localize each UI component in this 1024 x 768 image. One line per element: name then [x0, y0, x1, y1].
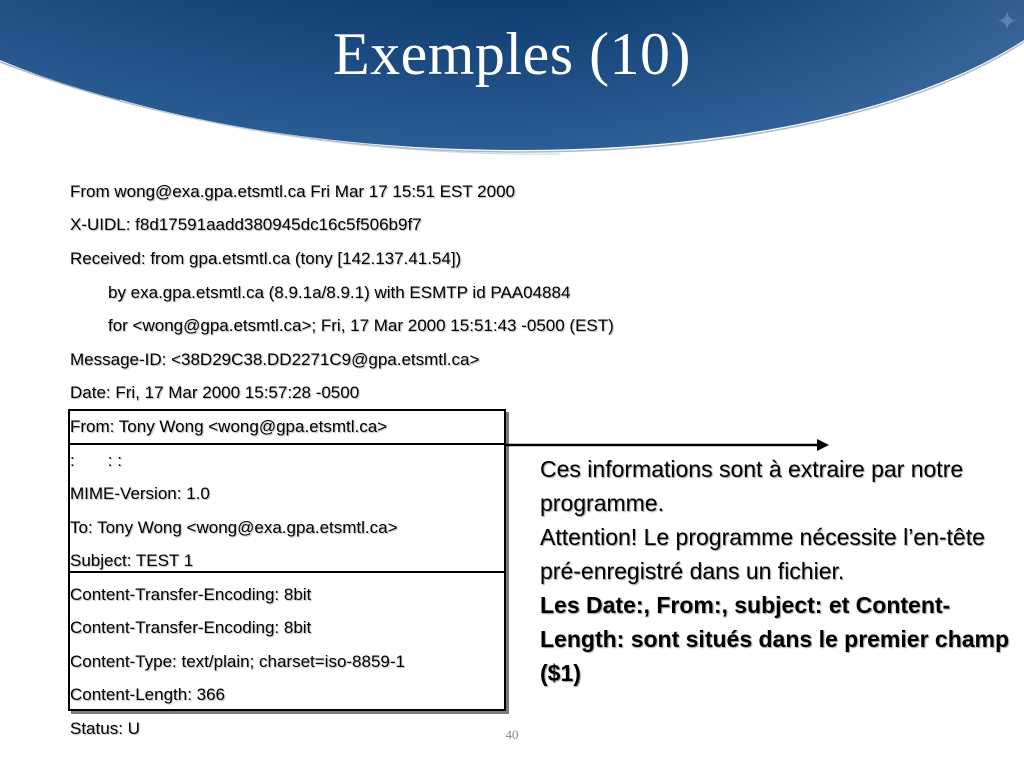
- email-line: From: Tony Wong <wong@gpa.etsmtl.ca>: [70, 417, 388, 436]
- highlight-divider: [68, 571, 504, 573]
- star-icon: ✦: [996, 6, 1018, 36]
- email-line: To: Tony Wong <wong@exa.gpa.etsmtl.ca>: [70, 518, 398, 537]
- email-line: by exa.gpa.etsmtl.ca (8.9.1a/8.9.1) with ESMTP id PAA04884: [108, 283, 571, 302]
- email-line: Message-ID: <38D29C38.DD2271C9@gpa.etsmtl.ca>: [70, 350, 480, 369]
- page-number: 40: [505, 727, 519, 742]
- email-line: Content-Transfer-Encoding: 8bit: [70, 585, 312, 604]
- email-line: Date: Fri, 17 Mar 2000 15:57:28 -0500: [70, 383, 360, 402]
- email-line: Content-Type: text/plain; charset=iso-8859-1: [70, 652, 405, 671]
- highlight-box: [68, 409, 506, 711]
- email-line: Status: U: [70, 719, 140, 738]
- highlight-divider: [68, 443, 504, 445]
- email-line: MIME-Version: 1.0: [70, 484, 210, 503]
- email-line: Content-Transfer-Encoding: 8bit: [70, 618, 312, 637]
- email-line: Subject: TEST 1: [70, 551, 194, 570]
- slide-title: Exemples (10): [332, 21, 692, 87]
- email-line: Content-Length: 366: [70, 685, 226, 704]
- note-line: Ces informations sont à extraire par notre programme.: [540, 456, 964, 516]
- email-line: Received: from gpa.etsmtl.ca (tony [142.137.41.54]): [70, 249, 462, 268]
- note-text: [540, 452, 1010, 690]
- email-line: From wong@exa.gpa.etsmtl.ca Fri Mar 17 15:51 EST 2000: [70, 182, 515, 201]
- note-bold-line: Les Date:, From:, subject: et Content-Length: sont situés dans le premier champ ($1): [540, 592, 1010, 686]
- email-line: : : :: [70, 451, 122, 470]
- email-line: X-UIDL: f8d17591aadd380945dc16c5f506b9f7: [70, 215, 422, 234]
- note-line: Attention! Le programme nécessite l’en-tête pré-enregistré dans un fichier.: [540, 524, 985, 584]
- email-line: for <wong@gpa.etsmtl.ca>; Fri, 17 Mar 2000 15:51:43 -0500 (EST): [108, 316, 614, 335]
